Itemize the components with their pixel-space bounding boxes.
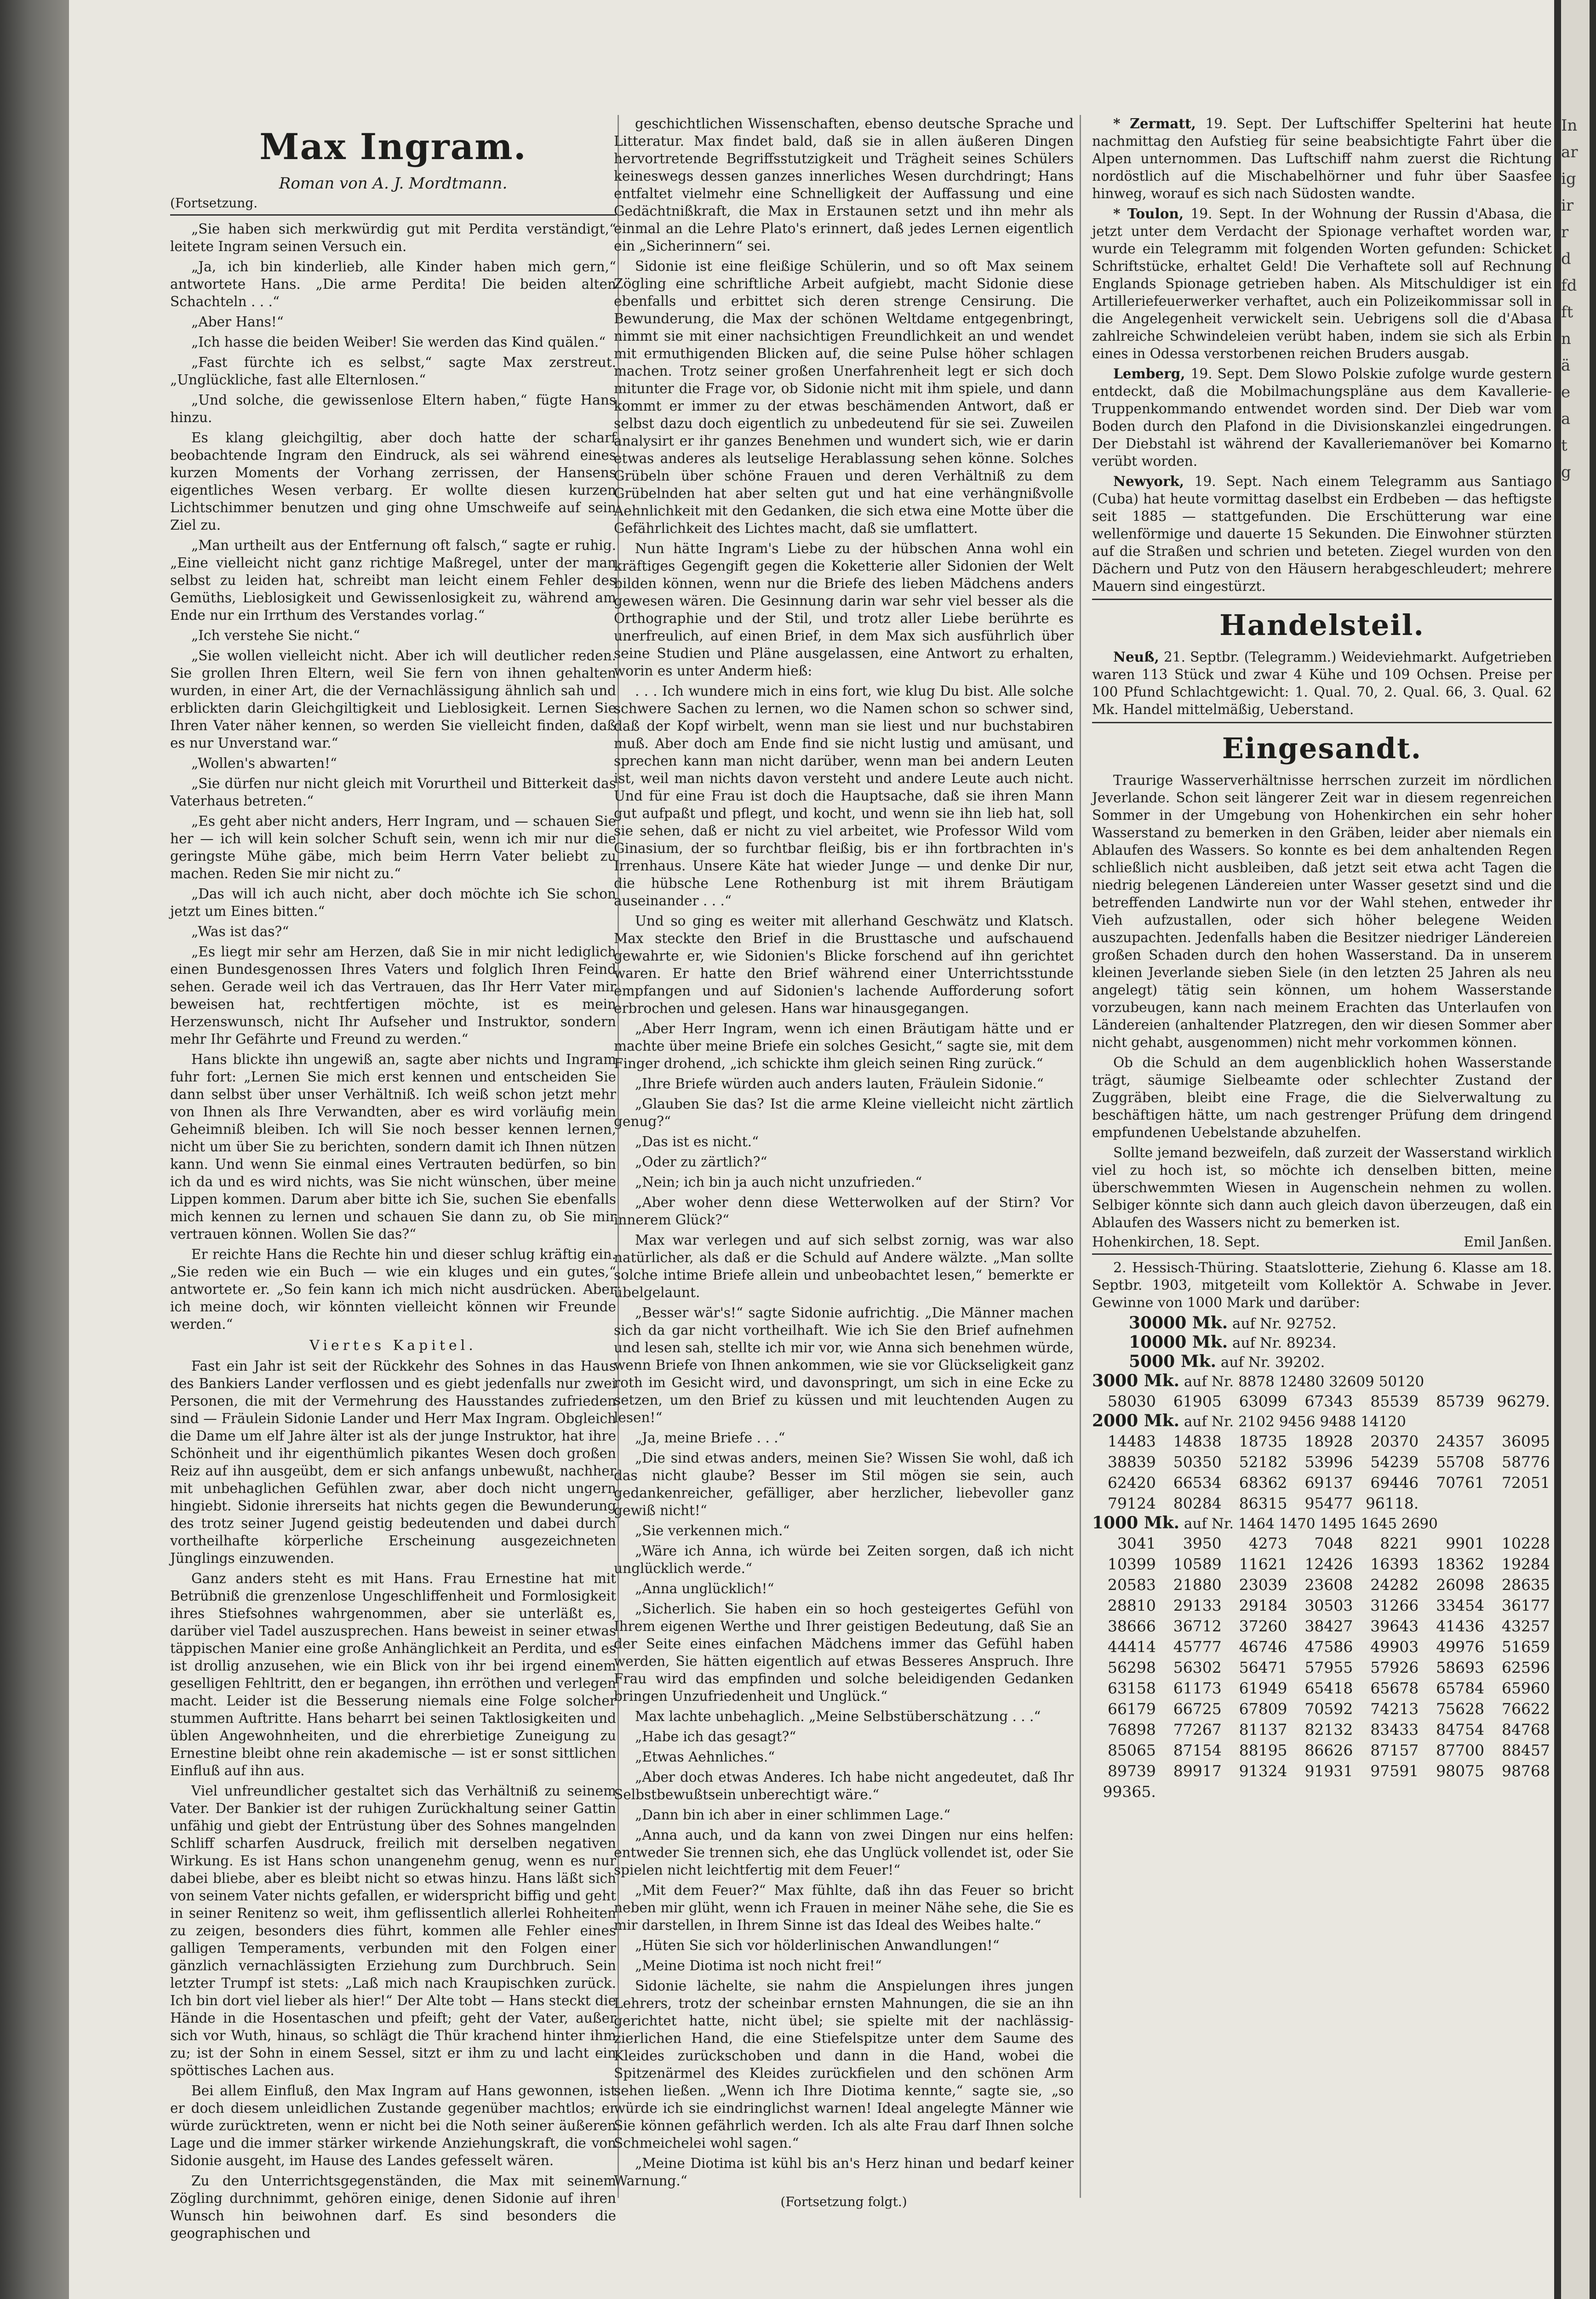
lottery-number: 91931 (1304, 1762, 1353, 1780)
paragraph: Traurige Wasserverhältnisse herrschen zurzeit im nördlichen Jeverlande. Schon seit längerer Zeit war in diesem regenreichen Sommer in der Umgebung von Hohenkirchen ein sehr hoher Wasserstand zu bemerken in den Gräben, leider aber niemals ein Ablaufen des Wassers. So konnte es bei dem anhaltenden Regen schließlich nicht ausbleiben, daß jetzt seit etwa acht Tagen die niedrig belegenen Ländereien unter Wasser gesetzt sind und die betreffenden Landwirte nun vor der Wahl stehen, entweder ihr Vieh aufzustallen, oder sich höher belegene Weiden auszupachten. Jedenfalls haben die Besitzer niedriger Ländereien großen Schaden durch den hohen Wasserstand. Da in unserem kleinen Jeverlande sieben Siele (in den letzten 25 Jahren als neu angelegt) tätig sein können, um hohem Wasserstande vorzubeugen, kann nach meinem Erachten das Unterlaufen von Ländereien (anhaltender Platzregen, den wir diesen Sommer aber nicht gehabt, ausgenommen) nicht mehr vorkommen können. (1092, 772, 1552, 1050)
lottery-number: 65960 (1502, 1679, 1550, 1697)
lottery-number: 57955 (1304, 1658, 1353, 1676)
paragraph: Sidonie lächelte, sie nahm die Anspielungen ihres jungen Lehrers, trotz der scheinbar ernsten Mahnungen, die sie an ihn gerichtet hatte, nicht übel; sie spielte mit der nachlässig-zierlichen Hand, die eine Stiefelspitze unter dem Saume des Kleides zurückschoben und dann in die Hand, wobei die Spitzenärmel des Kleides zurückfielen und den schönen Arm sehen ließen. „Wenn ich Ihre Diotima kennte,“ sagte sie, „so würde ich sie eindringlichst warnen! Ideal angelegte Männer wie Sie können gefährlich werden. Ich als alte Frau darf Ihnen solche Schmeichelei wohl sagen.“ (614, 1978, 1074, 2151)
lottery-number: 39643 (1370, 1617, 1419, 1635)
paragraph: „Etwas Aehnliches.“ (635, 1749, 775, 1765)
news-body: 19. Sept. Dem Slowo Polskie zufolge wurde gestern entdeckt, daß die Mobilmachungspläne aus dem Kavallerie-Truppenkommando entwendet worden sind. Der Dieb war vom Boden durch den Plafond in die Divisionskanzlei eingedrungen. Der Diebstahl ist während der Kavalleriemanöver bei Komarno verübt worden. (1092, 366, 1552, 469)
paragraph: Max lachte unbehaglich. „Meine Selbstüberschätzung . . .“ (635, 1709, 1041, 1724)
lottery-number: 29184 (1239, 1596, 1287, 1614)
novel-byline: Roman von A. J. Mordtmann. (279, 174, 508, 193)
lottery-number: 62596 (1502, 1658, 1550, 1676)
edge-fragment: a (1561, 410, 1571, 428)
edge-fragment: fd (1561, 276, 1577, 295)
lottery-number: 10589 (1173, 1555, 1222, 1573)
prize-3000-numbers (1092, 1391, 1552, 1412)
prize-line (1092, 1352, 1552, 1372)
paragraph: Zu den Unterrichtsgegenständen, die Max mit seinem Zögling durchnimmt, gehören einige, denen Sidonie auf ihren Wunsch hin beiwohnen darf. Es sind besonders die geographischen und (170, 2173, 616, 2241)
edge-fragment: In (1561, 116, 1578, 135)
paragraph: „Glauben Sie das? Ist die arme Kleine vielleicht nicht zärtlich genug?“ (614, 1096, 1074, 1129)
column-rule (1080, 115, 1081, 2198)
lottery-number: 23608 (1304, 1576, 1353, 1594)
lottery-number: 77267 (1173, 1721, 1222, 1739)
lottery-number: 20370 (1370, 1432, 1419, 1450)
lottery-number: 81137 (1239, 1721, 1287, 1739)
paragraph: „Wollen's abwarten!“ (191, 755, 337, 771)
lottery-number: 61173 (1173, 1679, 1222, 1697)
news-dateline: * Zermatt, (1113, 115, 1206, 132)
lottery-number: 3950 (1183, 1534, 1222, 1552)
prize-numbers: auf Nr. 92752. (1228, 1315, 1337, 1332)
lottery-number: 96118. (1365, 1494, 1419, 1512)
lottery-number: 50350 (1173, 1453, 1222, 1471)
lottery-number: 72051 (1502, 1474, 1550, 1492)
paragraph: . . . Ich wundere mich in eins fort, wie klug Du bist. Alle solche schwere Sachen zu lernen, wo die Namen schon so schwer sind, daß der Kopf wirbelt, wenn man sie liest und nur buchstabiren muß. Aber doch am Ende find sie nicht lustig und amüsant, und sprechen kann man nicht darüber, wenn man bei andern Leuten ist, weil man nichts davon versteht und andere Leute auch nicht. Und für eine Frau ist doch die Hauptsache, daß sie ihren Mann gut aufpaßt und pflegt, und kocht, und wenn sie ihn lieb hat, soll sie sehen, daß er nicht zu viel arbeitet, wie Professor Wild vom Ginasium, der so furchtbar fleißig, bis er ihn fortbrachten in's Irrenhaus. Unsere Käte hat wieder Junge — und denke Dir nur, die hübsche Lene Rothenburg ist mit ihrem Bräutigam auseinander . . .“ (614, 683, 1074, 909)
lottery-number: 76898 (1107, 1721, 1156, 1739)
divider (1092, 722, 1552, 723)
lottery-number: 83433 (1370, 1721, 1419, 1739)
letter-place-date: Hohenkirchen, 18. Sept. (1092, 1234, 1260, 1250)
prize-numbers: auf Nr. 89234. (1228, 1335, 1337, 1351)
letter-signature: Emil Janßen. (1464, 1234, 1552, 1250)
lottery-number: 79124 (1107, 1494, 1156, 1512)
trade-heading: Handelsteil. (1219, 608, 1424, 642)
paragraph: „Aber Herr Ingram, wenn ich einen Bräutigam hätte und er machte über meine Briefe ein solches Gesicht,“ sagte sie, mit dem Finger drohend, „ich schickte ihm gleich seinen Ring zurück.“ (614, 1021, 1074, 1071)
next-page-edge (1561, 0, 1590, 2299)
lottery-number (1420, 1493, 1486, 1514)
lottery-number: 74213 (1370, 1700, 1419, 1718)
lottery-number: 47586 (1304, 1638, 1353, 1656)
lottery-number: 28810 (1107, 1596, 1156, 1614)
paragraph: „Oder zu zärtlich?“ (635, 1154, 767, 1170)
lottery-number: 86626 (1304, 1741, 1353, 1759)
lottery-number: 63099 (1239, 1392, 1287, 1410)
edge-fragment: ft (1561, 303, 1573, 321)
lottery-number: 66179 (1107, 1700, 1156, 1718)
continuation-note: (Fortsetzung. (170, 195, 258, 211)
lottery-number: 44414 (1107, 1638, 1156, 1656)
lottery-number: 4273 (1248, 1534, 1287, 1552)
prize-2000-line: 2000 Mk. auf Nr. 2102 9456 9488 14120 (1092, 1411, 1406, 1430)
lottery-number: 43257 (1502, 1617, 1550, 1635)
paragraph: „Aber Hans!“ (191, 314, 284, 330)
lottery-number: 87154 (1173, 1741, 1222, 1759)
lottery-number: 38427 (1304, 1617, 1353, 1635)
paragraph: Er reichte Hans die Rechte hin und dieser schlug kräftig ein. „Sie reden wie ein Buch — wie ein kluges und ein gutes,“ antwortete er. „So fein kann ich mich nicht ausdrücken. Aber ich meine doch, wir könnten vielleicht können wir Freunde werden.“ (170, 1247, 616, 1332)
lottery-number: 14483 (1107, 1432, 1156, 1450)
paragraph: „Meine Diotima ist noch nicht frei!“ (635, 1958, 882, 1973)
prize-amount: 5000 Mk. (1129, 1352, 1217, 1371)
lottery-number: 38666 (1107, 1617, 1156, 1635)
lottery-number: 65678 (1370, 1679, 1419, 1697)
lottery-number: 41436 (1436, 1617, 1485, 1635)
lottery-number: 21880 (1173, 1576, 1222, 1594)
lottery-number: 91324 (1239, 1762, 1287, 1780)
paragraph: „Man urtheilt aus der Entfernung oft falsch,“ sagte er ruhig. „Eine vielleicht nicht ganz richtige Maßregel, unter der man selbst zu leiden hat, schreibt man leicht einem Fehler des Gemüths, Lieblosigkeit und Gewissenlosigkeit zu, während am Ende nur ein Irrthum des Verstandes vorlag.“ (170, 538, 616, 623)
lottery-number: 96279. (1497, 1392, 1550, 1410)
novel-column-2 (614, 115, 1074, 2209)
lottery-number: 98768 (1502, 1762, 1550, 1780)
edge-fragment: g (1561, 463, 1571, 481)
lottery-number: 8221 (1380, 1534, 1419, 1552)
lottery-number: 84768 (1502, 1721, 1550, 1739)
divider (170, 214, 616, 216)
lottery-number: 9901 (1446, 1534, 1485, 1552)
prize-1000-numbers (1092, 1533, 1552, 1802)
lottery-number: 75628 (1436, 1700, 1485, 1718)
lottery-number: 30503 (1304, 1596, 1353, 1614)
news-dateline: Lemberg, (1113, 366, 1191, 382)
paragraph: Bei allem Einfluß, den Max Ingram auf Hans gewonnen, ist er doch diesem unleidlichen Zustande gegenüber machtlos; er würde zurücktreten, wenn er nicht bei die Noth seiner äußeren Lage und die immer stärker wirkende Anziehungskraft, die von Sidonie ausgeht, im Hause des Landes gefesselt wären. (170, 2083, 616, 2168)
divider (1092, 599, 1552, 600)
paragraph: „Es geht aber nicht anders, Herr Ingram, und — schauen Sie her — ich will kein solcher Schuft sein, wenn ich mir nur die geringste Mühe gäbe, mich beim Herrn Vater beliebt zu machen. Reden Sie mir nicht zu.“ (170, 813, 616, 881)
paragraph: Viel unfreundlicher gestaltet sich das Verhältniß zu seinem Vater. Der Bankier ist der ruhigen Zurückhaltung seiner Gattin unfähig und giebt der Entrüstung über des Sohnes mangelnden Schliff scharfen Ausdruck, freilich mit derselben negativen Wirkung. Es ist Hans schon unangenehm genug, wenn es nur dabei bliebe, aber es bleibt nicht so etwas hinzu. Hans läßt sich von seinem Vater nichts gefallen, er widerspricht biffig und geht in seiner Renitenz so weit, ihm geflissentlich allerlei Rohheiten zu zeigen, besonders dies führt, kommen alle Fehler eines galligen Temperaments, verbunden mit den Folgen einer gänzlich vernachlässigten Erziehung zum Durchbruch. Sein letzter Trumpf ist stets: „Laß mich nach Kraupischken zurück. Ich bin dort viel lieber als hier!“ Der Alte tobt — Hans steckt die Hände in die Hosentaschen und pfeift; geht der Vater, außer sich vor Wuth, hinaus, so schlägt die Thür krachend hinter ihm zu; ist der Sohn in einem Sessel, sitzt er ihm zu und lacht ein spöttisches Lachen aus. (170, 1783, 616, 2078)
lottery-number: 51659 (1502, 1638, 1550, 1656)
lottery-number: 85739 (1436, 1392, 1485, 1410)
paragraph: „Wäre ich Anna, ich würde bei Zeiten sorgen, daß ich nicht unglücklich werde.“ (614, 1543, 1074, 1576)
edge-fragment: ir (1561, 196, 1574, 215)
lottery-number: 10228 (1502, 1534, 1550, 1552)
lottery-number: 19284 (1502, 1555, 1550, 1573)
lottery-number: 14838 (1173, 1432, 1222, 1450)
divider (1092, 1253, 1552, 1255)
paragraph: „Dann bin ich aber in einer schlimmen Lage.“ (635, 1807, 951, 1823)
prize-line (1092, 1333, 1552, 1352)
paragraph: „Anna unglücklich!“ (635, 1581, 774, 1596)
trade-report: Neuß, 21. Septbr. (Telegramm.) Weideviehmarkt. Aufgetrieben waren 113 Stück und zwar 4 Kühe und 109 Ochsen. Preise per 100 Pfund Schlachtgewicht: 1. Qual. 70, 2. Qual. 66, 3. Qual. 62 Mk. Handel mittelmäßig, Ueberstand. (1092, 649, 1552, 717)
prize-1000-line: 1000 Mk. auf Nr. 1464 1470 1495 1645 2690 (1092, 1513, 1438, 1533)
lottery-number: 66725 (1173, 1700, 1222, 1718)
lottery-number: 28635 (1502, 1576, 1550, 1594)
lottery-number: 23039 (1239, 1576, 1287, 1594)
news-item (1092, 473, 1552, 595)
edge-fragment: t (1561, 436, 1567, 455)
lottery-number: 89917 (1173, 1762, 1222, 1780)
paragraph: Ganz anders steht es mit Hans. Frau Ernestine hat mit Betrübniß die grenzenlose Ungeschliffenheit und Formlosigkeit ihres Stiefsohnes wahrgenommen, aber sie unterläßt es, darüber viel Tadel auszusprechen. Hans beweist in seiner etwas täppischen Manier eine große Anhänglichkeit an Perdita, und es ist drollig anzusehen, wie ein Blick von ihr bei irgend einem geselligen Fehltritt, den er begangen, ihn erröthen und verlegen macht. Leider ist die Besserung niemals eine Folge solcher stummen Auftritte. Hans beharrt bei seinen Taktlosigkeiten und üblen Angewohnheiten, und die ehrerbietige Zuneigung zu Ernestine bleibt ohne rein akademische — ist er sonst sittlichen Einfluß auf ihn aus. (170, 1571, 616, 1779)
lottery-number: 65784 (1436, 1679, 1485, 1697)
paragraph: „Es liegt mir sehr am Herzen, daß Sie in mir nicht lediglich einen Bundesgenossen Ihres Vaters und folglich Ihren Feind sehen. Gerade weil ich das Vertrauen, das Ihr Herr Vater mir beweisen hat, rechtfertigen möchte, ist es mein Herzenswunsch, nicht Ihr Aufseher und Instruktor, sondern mehr Ihr Gefährte und Freund zu werden.“ (170, 944, 616, 1047)
lottery-number: 36177 (1502, 1596, 1550, 1614)
paragraph: Hans blickte ihn ungewiß an, sagte aber nichts und Ingram fuhr fort: „Lernen Sie mich erst kennen und entscheiden Sie dann selbst über unser Verhältniß. Ich weiß schon jetzt mehr von Ihnen als Ihre Verwandten, aber es wird vorläufig mein Geheimniß bleiben. Ich will Sie noch besser kennen lernen, nicht um über Sie zu berichten, sondern damit ich Ihnen nützen kann. Und wenn Sie einmal eines Vertrauten bedürfen, so bin ich da und es wird nichts, was Sie nicht wünschen, über meine Lippen kommen. Darum aber bitte ich Sie, suchen Sie ebenfalls mich kennen zu lernen und schauen Sie dann zu, ob Sie mir vertrauen können. Wollen Sie das?“ (170, 1052, 616, 1242)
lottery-number: 69137 (1304, 1474, 1353, 1492)
paragraph: „Sie verkennen mich.“ (635, 1523, 790, 1538)
paragraph: „Und solche, die gewissenlose Eltern haben,“ fügte Hans hinzu. (170, 392, 616, 425)
edge-fragment: ä (1561, 356, 1571, 375)
novel-text-part-2 (170, 1357, 616, 2242)
lottery-number: 61905 (1173, 1392, 1222, 1410)
paragraph: „Ja, meine Briefe . . .“ (635, 1430, 785, 1446)
paragraph: „Meine Diotima ist kühl bis an's Herz hinan und bedarf keiner Warnung.“ (614, 2156, 1074, 2189)
lottery-number: 76622 (1502, 1700, 1550, 1718)
lottery-number: 85065 (1107, 1741, 1156, 1759)
prize-numbers: auf Nr. 39202. (1216, 1354, 1325, 1371)
paragraph: „Fast fürchte ich es selbst,“ sagte Max zerstreut. „Unglückliche, fast alle Elternlosen.“ (170, 355, 616, 388)
paragraph: „Hüten Sie sich vor hölderlinischen Anwandlungen!“ (635, 1938, 1000, 1953)
lottery-number: 56302 (1173, 1658, 1222, 1676)
lottery-number: 57926 (1370, 1658, 1419, 1676)
edge-fragment: d (1561, 250, 1571, 268)
lottery-number: 52182 (1239, 1453, 1287, 1471)
lottery-number: 84754 (1436, 1721, 1485, 1739)
edge-fragment: n (1561, 330, 1571, 348)
lottery-number: 97591 (1370, 1762, 1419, 1780)
paragraph: Nun hätte Ingram's Liebe zu der hübschen Anna wohl ein kräftiges Gegengift gegen die Koketterie aller Sidonien der Welt bilden können, wenn nur die Briefe des lieben Mädchens anders gewesen wären. Die Gesinnung darin war sehr viel besser als die Orthographie und der Stil, und trotz aller Liebe berührte es unerfreulich, auf einen Brief, in dem Max sich ausführlich über seine Studien und Pläne ausgelassen, eine Antwort zu erhalten, worin es unter Anderm hieß: (614, 541, 1074, 679)
lottery-top-prizes (1092, 1314, 1552, 1372)
paragraph: „Das ist es nicht.“ (635, 1134, 759, 1150)
lottery-number: 58776 (1502, 1453, 1550, 1471)
lottery-number: 45777 (1173, 1638, 1222, 1656)
lottery-number: 37260 (1239, 1617, 1287, 1635)
paragraph: „Besser wär's!“ sagte Sidonie aufrichtig. „Die Männer machen sich da gar nicht vortheilhaft. Wie ich Sie den Brief aufnehmen und lesen sah, stellte ich mir vor, wie Anna sich benehmen würde, wenn Briefe von Ihnen ankommen, wie sie vor Glückseligkeit ganz roth im Gesicht wird, und davonspringt, um sich in eine Ecke zu setzen, um den Brief zu küssen und mit leuchtenden Augen zu lesen!“ (614, 1305, 1074, 1425)
lottery-number: 63158 (1107, 1679, 1156, 1697)
paragraph: „Ich verstehe Sie nicht.“ (191, 628, 360, 643)
lottery-number: 88457 (1502, 1741, 1550, 1759)
lottery-number: 56298 (1107, 1658, 1156, 1676)
paragraph: Sidonie ist eine fleißige Schülerin, und so oft Max seinem Zögling eine schriftliche Arbeit aufgiebt, macht Sidonie diese ebenfalls und erbittet sich deren strenge Censirung. Die Bewunderung, die Max der schönen Weltdame entgegenbringt, nimmt sie mit einer nachsichtigen Freundlichkeit an und wendet mit ermuthigenden Blicken auf, die seine Pulse höher schlagen machen. Trotz seiner großen Unerfahrenheit legt er sich doch mitunter die Frage vor, ob Sidonie nicht mit ihm spiele, und dann kommt er immer zu der etwas beschämenden Antwort, daß er selbst dazu doch eigentlich zu unbedeutend für sie sei. Zuweilen analysirt er ihr ganzes Benehmen und wundert sich, wie er darin etwas anderes als leutselige Herablassung sehen könne. Solches Grübeln über schöne Frauen und deren Verhältniß zu dem Grübelnden hat aber selten gut und hat eine verhängnißvolle Aehnlichkeit mit den Gedanken, die sich etwa eine Motte über die Gefährlichkeit des Lichtes macht, daß sie umflattert. (614, 258, 1074, 536)
paragraph: geschichtlichen Wissenschaften, ebenso deutsche Sprache und Litteratur. Max findet bald, daß sie in allen äußeren Dingen hervortretende Begriffsstutzigkeit und Trägheit seines Schülers keineswegs dessen ganzes innerliches Wesen durchdringt; Hans entfaltet vielmehr eine Schnelligkeit der Auffassung und eine Gedächtnißkraft, die Max in Erstaunen setzt und ihn mehr als einmal an die Lehre Plato's erinnert, daß jedes Lernen eigentlich ein „Sicherinnern“ sei. (614, 116, 1074, 254)
lottery-number: 80284 (1173, 1494, 1222, 1512)
lottery-number: 36712 (1173, 1617, 1222, 1635)
lottery-number: 82132 (1304, 1721, 1353, 1739)
paragraph: Es klang gleichgiltig, aber doch hatte der scharf beobachtende Ingram den Eindruck, als sei während eines kurzen Moments der Vorhang zerrissen, der Hansens eigentliches Wesen verbarg. Er wollte diesen kurzen Lichtschimmer benutzen und ging ohne Umschweife auf sein Ziel zu. (170, 430, 616, 533)
chapter-heading: Viertes Kapitel. (309, 1338, 477, 1354)
lottery-number: 18735 (1239, 1432, 1287, 1450)
lottery-number: 55708 (1436, 1453, 1485, 1471)
letter-text (1092, 772, 1552, 1231)
news-item (1092, 205, 1552, 362)
lottery-number: 29133 (1173, 1596, 1222, 1614)
paragraph: Max war verlegen und auf sich selbst zornig, was war also natürlicher, als daß er die Schuld auf Andere wälzte. „Man sollte solche intime Briefe allein und unbeobachtet lesen,“ bemerkte er übelgelaunt. (614, 1232, 1074, 1300)
paragraph: „Aber doch etwas Anderes. Ich habe nicht angedeutet, daß Ihr Selbstbewußtsein unberechtigt wäre.“ (614, 1769, 1074, 1802)
paragraph: „Sie dürfen nur nicht gleich mit Vorurtheil und Bitterkeit das Vaterhaus betreten.“ (170, 776, 616, 809)
news-body: 19. Sept. Nach einem Telegramm aus Santiago (Cuba) hat heute vormittag daselbst ein Erdbeben — das heftigste seit 1885 — stattgefunden. Die Erschütterung war eine wellenförmige und dauerte 15 Sekunden. Die Einwohner stürzten auf die Straßen und schrien und beteten. Ziegel wurden von den Dächern und Putz von den Häusern herabgeschleudert; mehrere Mauern sind eingestürzt. (1092, 474, 1552, 594)
lottery-number: 53996 (1304, 1453, 1353, 1471)
lottery-number: 18928 (1304, 1432, 1353, 1450)
paragraph: „Anna auch, und da kann von zwei Dingen nur eins helfen: entweder Sie trennen sich, ehe das Unglück vollendet ist, oder Sie spielen nicht leichtfertig mit dem Feuer!“ (614, 1827, 1074, 1878)
lottery-number: 49903 (1370, 1638, 1419, 1656)
lottery-number: 67343 (1304, 1392, 1353, 1410)
paragraph: „Die sind etwas anders, meinen Sie? Wissen Sie wohl, daß ich das nicht glaube? Besser im Stil mögen sie sein, auch gedankenreicher, gefälliger, aber herzlicher, liebevoller ganz gewiß nicht!“ (614, 1450, 1074, 1518)
paragraph: „Sicherlich. Sie haben ein so hoch gesteigertes Gefühl von Ihrem eigenen Werthe und Ihrer geistigen Bedeutung, daß Sie an der Seite eines einfachen Mädchens immer das Gefühl haben werden, Sie hätten eigentlich auf etwas Besseres Anspruch. Ihre Frau wird das empfinden und solche beleidigenden Gedanken bringen Unzufriedenheit und Unglück.“ (614, 1601, 1074, 1704)
lottery-number: 66534 (1173, 1474, 1222, 1492)
paragraph: „Ihre Briefe würden auch anders lauten, Fräulein Sidonie.“ (635, 1076, 1044, 1092)
paragraph: Ob die Schuld an dem augenblicklich hohen Wasserstande trägt, säumige Sielbeamte oder schlechter Zustand der Zuggräben, bleibt eine Frage, die die Sielverwaltung zu beschäftigen hätte, um nach gestrenger Prüfung dem dringend empfundenen Uebelstande abzuhelfen. (1092, 1055, 1552, 1140)
lottery-number: 38839 (1107, 1453, 1156, 1471)
lottery-number: 33454 (1436, 1596, 1485, 1614)
lottery-number: 89739 (1107, 1762, 1156, 1780)
lottery-number: 95477 (1304, 1494, 1353, 1512)
novel-title: Max Ingram. (259, 126, 527, 168)
news-item (1092, 115, 1552, 202)
lottery-number: 54239 (1370, 1453, 1419, 1471)
paragraph: Und so ging es weiter mit allerhand Geschwätz und Klatsch. Max steckte den Brief in die Brusttasche und aufschauend gewahrte er, wie Sidonien's Blicke forschend auf ihn gerichtet waren. Er hatte den Brief während einer Unterrichtsstunde empfangen und auf Sidonien's lachende Aufforderung sofort erbrochen und gelesen. Hans war hinausgegangen. (614, 913, 1074, 1016)
paragraph: „Ich hasse die beiden Weiber! Sie werden das Kind quälen.“ (191, 334, 606, 350)
lottery-number: 11621 (1239, 1555, 1287, 1573)
lottery-number: 3041 (1117, 1534, 1156, 1552)
lottery-number: 7048 (1314, 1534, 1353, 1552)
lottery-number: 70761 (1436, 1474, 1485, 1492)
letter-signature-line (1092, 1234, 1552, 1250)
paragraph: „Ja, ich bin kinderlieb, alle Kinder haben mich gern,“ antwortete Hans. „Die arme Perdita! Die beiden alten Schachteln . . .“ (170, 259, 616, 309)
news-item (1092, 365, 1552, 470)
edge-fragment: e (1561, 383, 1571, 401)
lottery-number: 69446 (1370, 1474, 1419, 1492)
lottery-number: 68362 (1239, 1474, 1287, 1492)
lottery-number: 65418 (1304, 1679, 1353, 1697)
book-binding (0, 0, 69, 2299)
lottery-number: 26098 (1436, 1576, 1485, 1594)
prize-2000-numbers (1092, 1431, 1552, 1514)
lottery-number: 70592 (1304, 1700, 1353, 1718)
edge-fragment: r (1561, 223, 1569, 241)
lottery-number: 61949 (1239, 1679, 1287, 1697)
lottery-intro: 2. Hessisch-Thüring. Staatslotterie, Ziehung 6. Klasse am 18. Septbr. 1903, mitgeteilt vom Kollektör A. Schwabe in Jever. Gewinne von 1000 Mark und darüber: (1092, 1260, 1552, 1311)
lottery-number: 24357 (1436, 1432, 1485, 1450)
lottery-number: 36095 (1502, 1432, 1550, 1450)
paragraph: „Mit dem Feuer?“ Max fühlte, daß ihn das Feuer so bricht neben mir glüht, wenn ich Frauen in meiner Nähe sehe, die Sie es mir darstellen, in Ihrem Sinne ist das Ideal des Weibes halte.“ (614, 1882, 1074, 1933)
lottery-number: 46746 (1239, 1638, 1287, 1656)
paragraph: „Das will ich auch nicht, aber doch möchte ich Sie schon jetzt um Eines bitten.“ (170, 886, 616, 919)
lottery-number: 85539 (1370, 1392, 1419, 1410)
lottery-number: 87700 (1436, 1741, 1485, 1759)
news-column (1092, 115, 1552, 1802)
lottery-number: 58693 (1436, 1658, 1485, 1676)
novel-column-1 (170, 115, 616, 2245)
paragraph: „Sie wollen vielleicht nicht. Aber ich will deutlicher reden. Sie grollen Ihren Eltern, weil Sie fern von ihnen gehalten wurden, in einer Art, die der Vernachlässigung ähnlich sah und erblickten darin Gleichgiltigkeit und Lieblosigkeit. Lernen Sie Ihren Vater näher kennen, so werden Sie vielleicht finden, daß es nur Unverstand war.“ (170, 648, 616, 751)
paragraph: „Habe ich das gesagt?“ (635, 1729, 796, 1744)
prize-3000-line: 3000 Mk. auf Nr. 8878 12480 32609 50120 (1092, 1371, 1424, 1390)
to-be-continued: (Fortsetzung folgt.) (780, 2194, 907, 2209)
prize-amount: 30000 Mk. (1129, 1313, 1228, 1333)
lottery-number: 18362 (1436, 1555, 1485, 1573)
prize-amount: 10000 Mk. (1129, 1333, 1228, 1352)
news-items (1092, 115, 1552, 595)
news-dateline: Newyork, (1113, 473, 1195, 489)
edge-fragment: ig (1561, 170, 1576, 188)
lottery-number: 86315 (1239, 1494, 1287, 1512)
novel-text-part-3 (614, 115, 1074, 2190)
lottery-number: 16393 (1370, 1555, 1419, 1573)
lottery-number: 67809 (1239, 1700, 1287, 1718)
novel-text-part-1 (170, 220, 616, 1333)
lottery-number: 58030 (1107, 1392, 1156, 1410)
lottery-number: 20583 (1107, 1576, 1156, 1594)
paragraph: „Aber woher denn diese Wetterwolken auf der Stirn? Vor innerem Glück?“ (614, 1195, 1074, 1228)
prize-line (1092, 1314, 1552, 1333)
lottery-number: 98075 (1436, 1762, 1485, 1780)
lottery-number: 24282 (1370, 1576, 1419, 1594)
lottery-number: 99365. (1103, 1783, 1156, 1801)
lottery-number: 87157 (1370, 1741, 1419, 1759)
lottery-number: 31266 (1370, 1596, 1419, 1614)
paragraph: Sollte jemand bezweifeln, daß zurzeit der Wasserstand wirklich viel zu hoch ist, so möchte ich denselben bitten, meine überschwemmten Wiesen in Augenschein nehmen zu wollen. Selbiger könnte sich dann auch gleich davon überzeugen, daß ein Ablaufen des Wassers nicht zu bemerken ist. (1092, 1145, 1552, 1230)
edge-fragment: ar (1561, 143, 1578, 161)
lottery-number: 56471 (1239, 1658, 1287, 1676)
lottery-number: 49976 (1436, 1638, 1485, 1656)
news-dateline: * Toulon, (1113, 206, 1191, 222)
lottery-number: 12426 (1304, 1555, 1353, 1573)
paragraph: Fast ein Jahr ist seit der Rückkehr des Sohnes in das Haus des Bankiers Lander verflossen und es giebt jedenfalls nur zwei Personen, die mit der Vermehrung des Hausstandes zufrieden sind — Fräulein Sidonie Lander und Herr Max Ingram. Obgleich die Dame um elf Jahre älter ist als der junge Instruktor, hat ihre Schönheit und ihr eigenthümlich pikantes Wesen doch großen Reiz auf ihn ausgeübt, dem er sich anfangs unbewußt, nachher mit unbehaglichen Gefühlen zwar, aber doch nicht ungern hingiebt. Sidonie ihrerseits hat nichts gegen die Bewunderung des trotz seiner Jugend geistig bedeutenden und dabei durch vortheilhafte körperliche Erscheinung ausgezeichneten Jünglings einzuwenden. (170, 1358, 616, 1566)
paragraph: „Was ist das?“ (191, 924, 289, 939)
lottery-number: 88195 (1239, 1741, 1287, 1759)
news-body: 19. Sept. Der Luftschiffer Spelterini hat heute nachmittag den Aufstieg für seine beabsichtigte Fahrt über die Alpen unternommen. Das Luftschiff nahm zuerst die Richtung nordöstlich auf die Mischabelhörner und fuhr über Saasfee hinweg, worauf es sich nach Südosten wandte. (1092, 116, 1552, 201)
lottery-number: 10399 (1107, 1555, 1156, 1573)
paragraph: „Nein; ich bin ja auch nicht unzufrieden.“ (635, 1174, 922, 1190)
lottery-number: 62420 (1107, 1474, 1156, 1492)
paragraph: „Sie haben sich merkwürdig gut mit Perdita verständigt,“ leitete Ingram seinen Versuch ein. (170, 221, 616, 254)
news-body: 19. Sept. In der Wohnung der Russin d'Abasa, die jetzt unter dem Verdacht der Spionage verhaftet worden war, wurde ein Telegramm mit folgenden Worten gefunden: Schicket Schriftstücke, erhaltet Geld! Die Verhaftete soll auf Rechnung Englands Spionage getrieben haben. Als Mitschuldiger ist ein Artilleriefeuerwerker verhaftet, auch ein Polizeikommissar soll in die Angelegenheit verwickelt sein. Uebrigens soll die d'Abasa zahlreiche Schwindeleien verübt haben, indem sie sich als Erbin eines in Odessa verstorbenen reichen Bruders ausgab. (1092, 206, 1552, 361)
letter-heading: Eingesandt. (1222, 732, 1422, 765)
